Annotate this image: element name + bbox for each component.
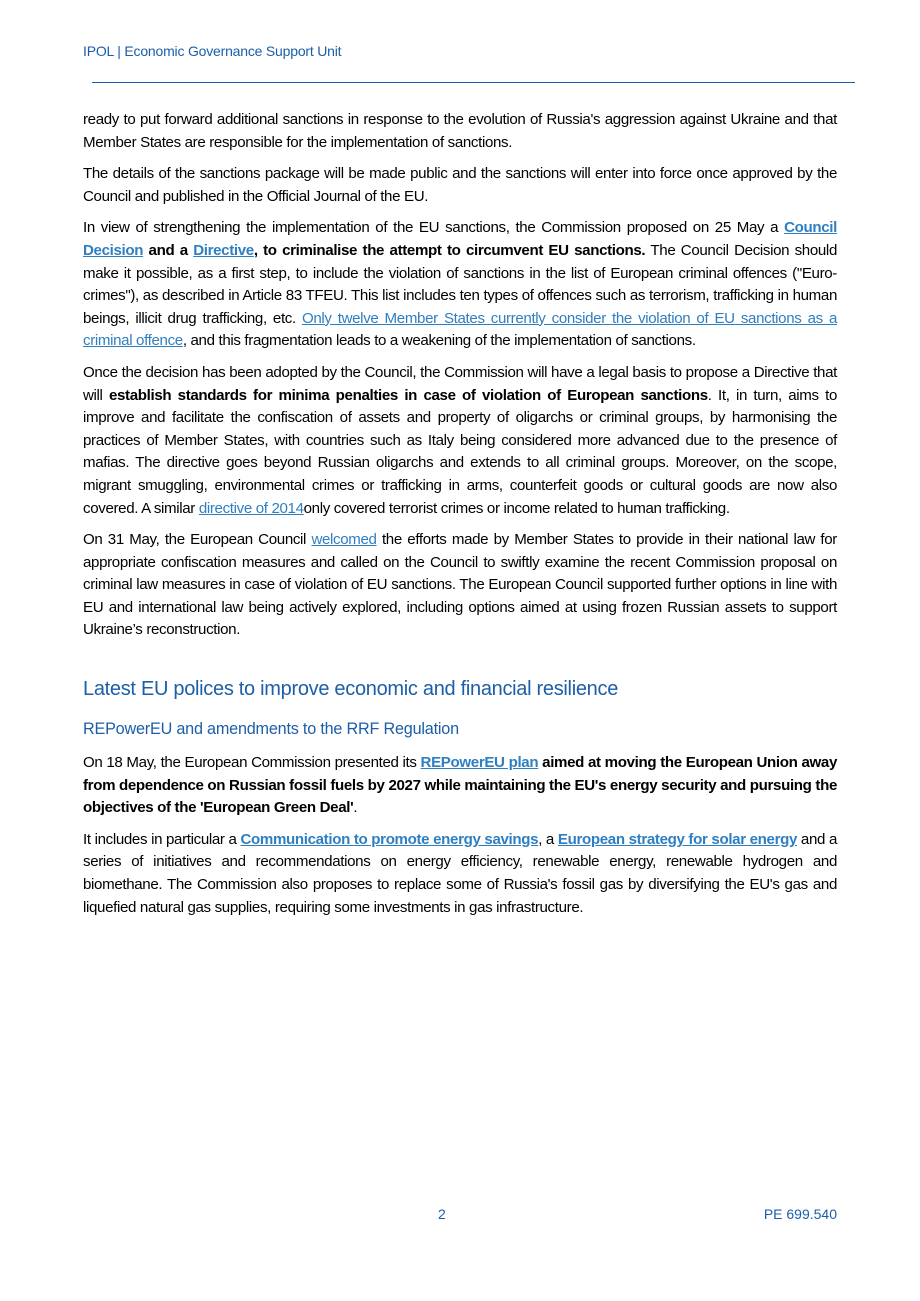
energy-savings-communication-link[interactable]: Communication to promote energy savings (240, 830, 539, 848)
text-run: On 18 May, the European Commission presented its (83, 754, 421, 772)
text-run-bold: aimed at moving the European Union away from dependence on Russian fossil fuels by 2027 while maintaining the EU's energy security and pursuing the objectives of the 'European Green Deal' (83, 754, 837, 817)
text-run: and a series of initiatives and recommendations on energy efficiency, renewable energy, renewable hydrogen and biomethane. The Commission also proposes to replace some of Russia's fossil gas by diversifying the EU's gas and liquefied natural gas supplies, requiring some investments in gas infrastructure. (83, 830, 838, 916)
text-run: only covered terrorist crimes or income related to human trafficking. (303, 499, 730, 517)
text-run: the efforts made by Member States to provide in their national law for appropriate confiscation measures and called on the Council to swiftly examine the recent Commission proposal on criminal law measures in case of violation of EU sanctions. The European Council supported further options in line with EU and international law being actively explored, including options aimed at using frozen Russian assets to support Ukraine’s reconstruction. (83, 531, 837, 639)
paragraph-repowereu-plan (83, 752, 837, 820)
text-run: . It, in turn, aims to improve and facilitate the confiscation of assets and property of oligarchs or criminal groups, by harmonising the practices of Member States, with countries such as Italy being considered more advanced due to the presence of mafias. The directive goes beyond Russian oligarchs and extends to all criminal groups. Moreover, on the scope, migrant smuggling, environmental crimes or trafficking in arms, counterfeit goods or cultural goods are now also covered. A similar (83, 386, 838, 517)
paragraph-sanctions-intro: ready to put forward additional sanctions in response to the evolution of Russia's aggression against Ukraine and that Member States are responsible for the implementation of sanctions. (83, 111, 837, 151)
directive-link[interactable]: Directive (193, 241, 254, 259)
solar-energy-strategy-link[interactable]: European strategy for solar energy (557, 830, 798, 848)
section-subheading: REPowerEU and amendments to the RRF Regulation (83, 720, 459, 739)
text-run: It includes in particular a (83, 830, 241, 848)
text-run-bold: establish standards for minima penalties in case of violation of European sanctions (108, 386, 708, 404)
section-heading: Latest EU polices to improve economic and financial resilience (83, 678, 619, 701)
welcomed-link[interactable]: welcomed (311, 531, 377, 549)
text-run: In view of strengthening the implementation of the EU sanctions, the Commission proposed on 25 May a (83, 219, 785, 237)
text-run-bold: , to criminalise the attempt to circumvent EU sanctions. (253, 241, 646, 259)
document-body (83, 109, 837, 928)
text-run-bold: and a (143, 241, 194, 259)
text-run: , a (538, 830, 558, 848)
paragraph-sanctions-details: The details of the sanctions package will be made public and the sanctions will enter into force once approved by the Council and published in the Official Journal of the EU. (83, 165, 837, 205)
paragraph-criminalise (83, 217, 837, 353)
paragraph-repowereu-includes (83, 829, 837, 919)
repowereu-plan-link[interactable]: REPowerEU plan (420, 754, 539, 772)
text-run: , and this fragmentation leads to a weakening of the implementation of sanctions. (182, 332, 696, 350)
twelve-member-states-link[interactable]: Only twelve Member States currently consider the violation of EU sanctions as a criminal offence (83, 309, 837, 350)
text-run: Once the decision has been adopted by the Council, the Commission will have a legal basis to propose a Directive that will (83, 363, 837, 404)
paragraph-directive-penalties (83, 362, 837, 520)
header-divider (92, 82, 855, 83)
directive-2014-link[interactable]: directive of 2014 (198, 499, 304, 517)
text-run: The Council Decision should make it possible, as a first step, to include the violation of sanctions in the list of European criminal offences ("Euro-crimes"), as described in Article 83 TFEU. This list includes ten types of offences such as terrorism, trafficking in human beings, illicit drug trafficking, etc. (83, 241, 837, 327)
page-number: 2 (438, 1206, 446, 1222)
document-reference: PE 699.540 (763, 1206, 837, 1222)
text-run: On 31 May, the European Council (83, 531, 312, 549)
header-title: IPOL | Economic Governance Support Unit (83, 43, 342, 59)
paragraph-european-council (83, 529, 837, 642)
text-run: . (353, 799, 358, 817)
council-decision-link[interactable]: Council Decision (83, 219, 837, 259)
